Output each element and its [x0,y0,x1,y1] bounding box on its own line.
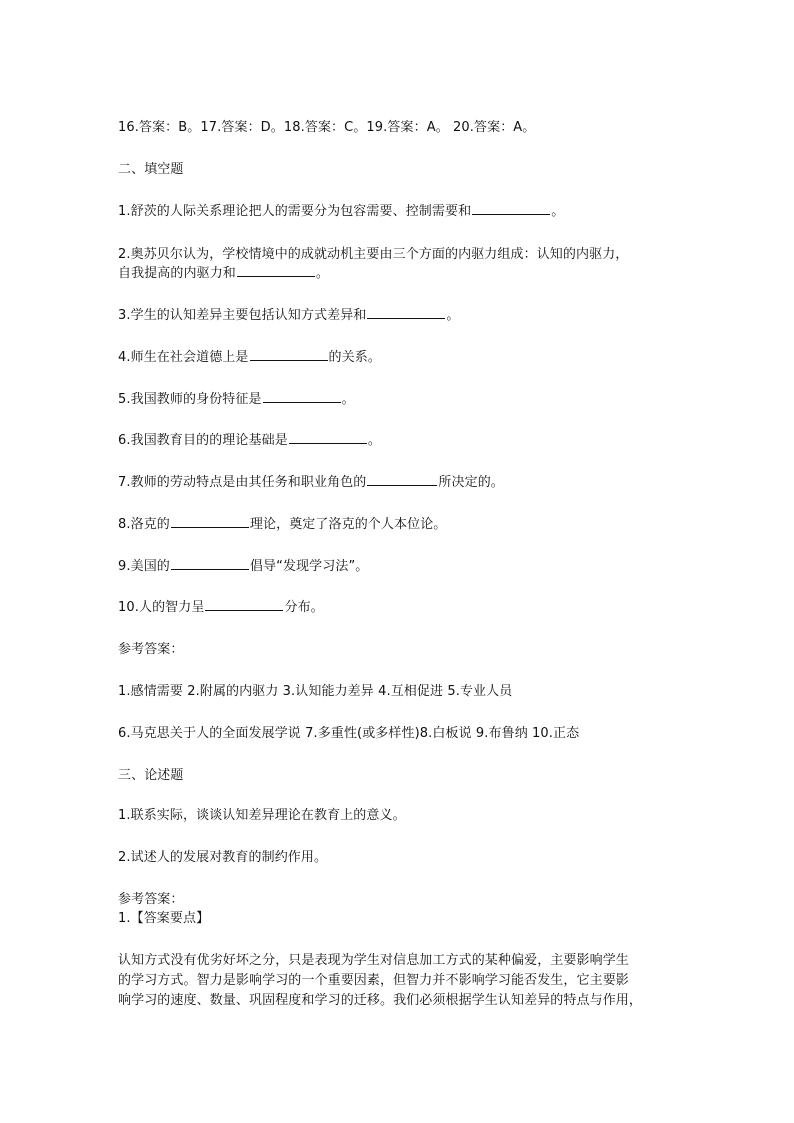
answer-blank [367,306,445,319]
answer-point-heading: 1.【答案要点】 [118,911,210,926]
question-text-end: 理论，奠定了洛克的个人本位论。 [249,517,447,532]
answer-paragraph-line2: 的学习方式。智力是影响学习的一个重要因素，但智力并不影响学习能否发生，它主要影 [118,973,629,988]
question-text-end: 。 [446,308,460,323]
answer-blank [472,202,550,215]
question-3-1: 1.联系实际，谈谈认知差异理论在教育上的意义。 [118,808,406,823]
answer-paragraph-line3: 响学习的速度、数量、巩固程度和学习的迁移。我们必须根据学生认知差异的特点与作用， [118,993,643,1008]
section2-answer-label: 参考答案： [118,642,184,657]
answer-blank [250,348,328,361]
question-2-9 [118,557,368,576]
question-text: 7.教师的劳动特点是由其任务和职业角色的 [118,475,367,490]
question-3-2: 2.试述人的发展对教育的制约作用。 [118,850,328,865]
question-text-end: 分布。 [284,600,324,615]
question-text-end: 所决定的。 [438,475,504,490]
question-2-1 [118,202,564,221]
section1-answers: 16.答案：B。17.答案：D。18.答案：C。19.答案：A。 20.答案：A。 [118,120,536,135]
question-2-6 [118,431,381,450]
question-2-8 [118,515,446,534]
question-text-end: 倡导“发现学习法”。 [249,559,369,574]
question-2-10 [118,598,324,617]
question-text-end: 的关系。 [328,350,381,365]
answer-blank [367,473,437,486]
question-2-5 [118,390,355,409]
question-text: 1.舒茨的人际关系理论把人的需要分为包容需要、控制需要和 [118,204,472,219]
answer-paragraph-line1: 认知方式没有优劣好坏之分，只是表现为学生对信息加工方式的某种偏爱，主要影响学生 [118,953,629,968]
section3-answer-label: 参考答案： [118,892,184,907]
question-text: 9.美国的 [118,559,170,574]
question-text-end: 。 [315,266,330,281]
question-2-2-line2 [118,264,329,283]
section2-heading: 二、填空题 [118,162,184,177]
answer-blank [205,598,283,611]
question-text: 8.洛克的 [118,517,170,532]
answer-blank [289,431,367,444]
question-text: 6.我国教育目的的理论基础是 [118,433,288,448]
answer-blank [263,390,341,403]
question-text-end: 。 [341,392,355,407]
question-text-end: 。 [551,204,565,219]
question-2-4 [118,348,381,367]
question-text: 5.我国教师的身份特征是 [118,392,262,407]
question-text: 3.学生的认知差异主要包括认知方式差异和 [118,308,367,323]
question-2-2-line1: 2.奥苏贝尔认为，学校情境中的成就动机主要由三个方面的内驱力组成：认知的内驱力， [118,247,629,262]
section3-heading: 三、论述题 [118,768,184,783]
question-text: 10.人的智力呈 [118,600,205,615]
question-text-end: 。 [367,433,381,448]
question-2-7 [118,473,504,492]
section2-answers-line2: 6.马克思关于人的全面发展学说 7.多重性(或多样性)8.白板说 9.布鲁纳 10.正态 [118,726,580,741]
question-2-3 [118,306,460,325]
answer-blank [237,264,315,277]
question-text: 自我提高的内驱力和 [118,266,236,281]
answer-blank [171,557,249,570]
section2-answers-line1: 1.感情需要 2.附属的内驱力 3.认知能力差异 4.互相促进 5.专业人员 [118,684,513,699]
answer-blank [171,515,249,528]
question-text: 4.师生在社会道德上是 [118,350,249,365]
